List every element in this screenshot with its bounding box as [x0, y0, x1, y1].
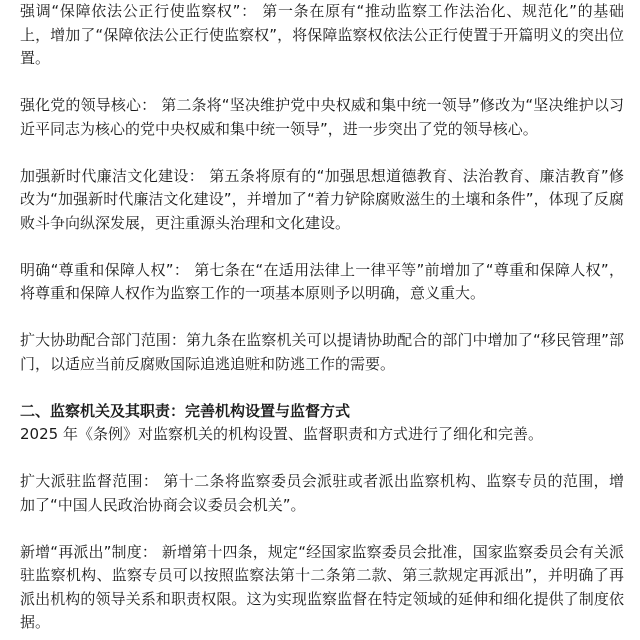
paragraph-party-leadership: 强化党的领导核心： 第二条将“坚决维护党中央权威和集中统一领导”修改为“坚决维护以习近平同志为核心的党中央权威和集中统一领导”，进一步突出了党的领导核心。 [20, 96, 624, 138]
paragraph-gap [20, 376, 624, 400]
paragraph-gap [20, 141, 624, 165]
paragraph-gap [20, 517, 624, 541]
paragraph-re-dispatch-system: 新增“再派出”制度： 新增第十四条，规定“经国家监察委员会批准，国家监察委员会有关派驻监察机构、监察专员可以按照监察法第十二条第二款、第三款规定再派出”，并明确了再派出机构的领导关系和职责权限。这为实现监察监督在特定领域的延伸和细化提供了制度依据。 [20, 542, 624, 631]
paragraph-integrity-culture: 加强新时代廉洁文化建设： 第五条将原有的“加强思想道德教育、法治教育、廉洁教育”修改为“加强新时代廉洁文化建设”，并增加了“着力铲除腐败滋生的土壤和条件”，体现了反腐败斗争向纵深发展，更注重源头治理和文化建设。 [20, 166, 624, 232]
section-heading: 二、监察机关及其职责：完善机构设置与监督方式 [20, 401, 351, 420]
paragraph-cooperation-departments: 扩大协助配合部门范围：第九条在监察机关可以提请协助配合的部门中增加了“移民管理”部门，以适应当前反腐败国际追逃追赃和防逃工作的需要。 [20, 331, 624, 373]
paragraph-gap [20, 235, 624, 259]
document-body [20, 0, 624, 635]
paragraph-human-rights: 明确“尊重和保障人权”： 第七条在“在适用法律上一律平等”前增加了“尊重和保障人权”，将尊重和保障人权作为监察工作的一项基本原则予以明确，意义重大。 [20, 260, 624, 302]
section-intro: 2025 年《条例》对监察机关的机构设置、监督职责和方式进行了细化和完善。 [20, 425, 543, 443]
paragraph-gap [20, 71, 624, 95]
paragraph-gap [20, 447, 624, 471]
paragraph-guarantee-supervision-power: 强调“保障依法公正行使监察权”： 第一条在原有“推动监察工作法治化、规范化”的基础上，增加了“保障依法公正行使监察权”，将保障监察权依法公正行使置于开篇明义的突出位置。 [20, 2, 624, 67]
paragraph-gap [20, 306, 624, 330]
paragraph-stationed-supervision: 扩大派驻监督范围： 第十二条将监察委员会派驻或者派出监察机构、监察专员的范围，增加了“中国人民政治协商会议委员会机关”。 [20, 472, 624, 514]
